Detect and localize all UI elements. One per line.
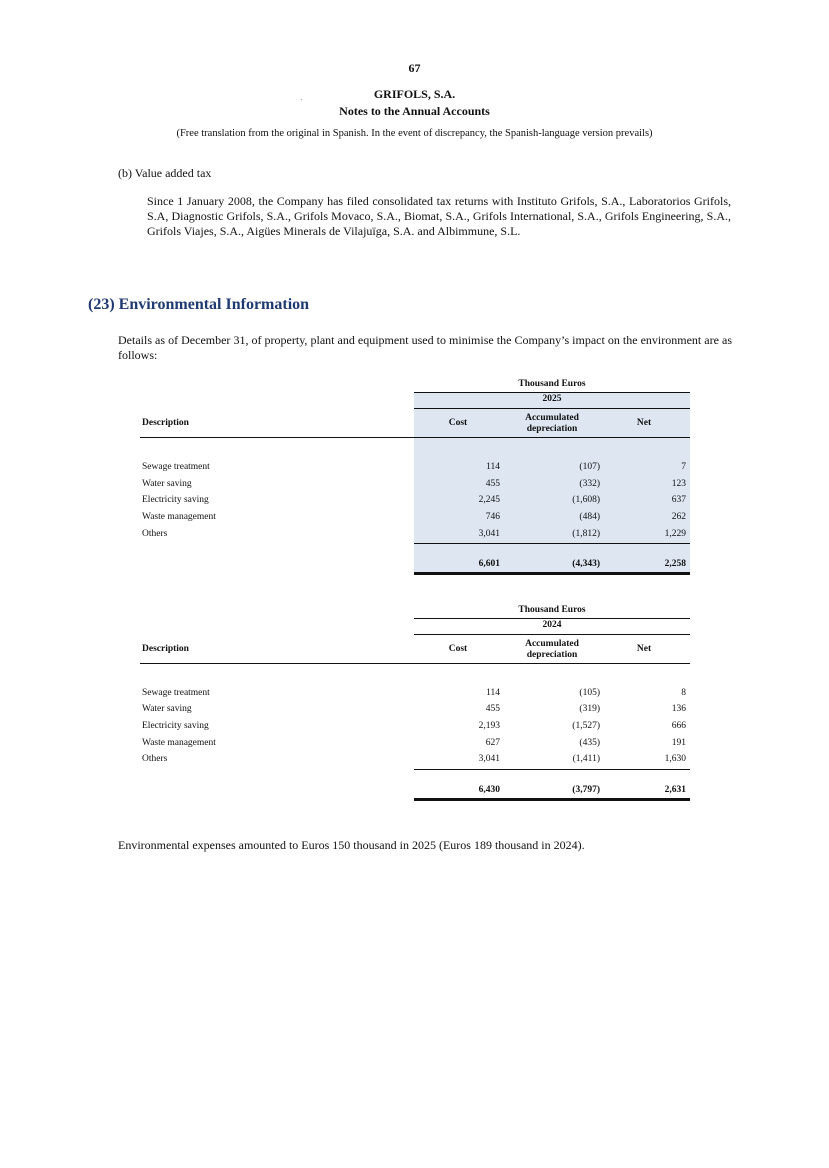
table-2024-unit: Thousand Euros xyxy=(518,605,586,615)
row-net: 666 xyxy=(671,721,686,731)
table-2024-divider xyxy=(414,618,690,619)
table-2025-divider xyxy=(414,392,690,393)
row-description: Electricity saving xyxy=(142,721,209,731)
row-net: 262 xyxy=(671,512,686,522)
total-cost: 6,430 xyxy=(478,785,500,795)
table-2025-divider xyxy=(414,408,690,409)
row-description: Sewage treatment xyxy=(142,462,210,472)
table-2025-col-accum-2: depreciation xyxy=(526,424,578,434)
row-description: Water saving xyxy=(142,704,192,714)
total-net: 2,631 xyxy=(664,785,686,795)
table-2024-divider xyxy=(140,663,690,664)
row-depreciation: (105) xyxy=(579,688,600,698)
total-depreciation: (3,797) xyxy=(572,785,600,795)
table-2025-col-description: Description xyxy=(142,418,189,428)
table-2024-total-line xyxy=(414,798,690,801)
row-cost: 114 xyxy=(486,462,500,472)
table-2024-col-cost: Cost xyxy=(448,644,468,654)
row-net: 1,630 xyxy=(664,754,686,764)
table-2024-year: 2024 xyxy=(542,620,562,630)
row-cost: 746 xyxy=(485,512,500,522)
table-2024-col-description: Description xyxy=(142,644,189,654)
table-2024-col-net: Net xyxy=(636,644,652,654)
section-intro: Details as of December 31, of property, plant and equipment used to minimise the Company’s impact on the environment are as follows: xyxy=(118,333,732,362)
row-description: Others xyxy=(142,754,168,764)
page-number: 67 xyxy=(408,61,421,75)
row-description: Waste management xyxy=(142,512,216,522)
total-cost: 6,601 xyxy=(478,559,500,569)
row-net: 136 xyxy=(671,704,686,714)
total-depreciation: (4,343) xyxy=(572,559,600,569)
row-depreciation: (1,411) xyxy=(572,754,600,764)
row-cost: 114 xyxy=(486,688,500,698)
row-description: Waste management xyxy=(142,738,216,748)
closing-paragraph: Environmental expenses amounted to Euros 150 thousand in 2025 (Euros 189 thousand in 2024). xyxy=(118,838,585,852)
row-description: Electricity saving xyxy=(142,495,209,505)
row-depreciation: (1,812) xyxy=(572,529,600,539)
company-name: GRIFOLS, S.A. xyxy=(373,87,456,101)
row-cost: 627 xyxy=(485,738,500,748)
table-2024-subtotal-line xyxy=(414,769,690,770)
row-depreciation: (107) xyxy=(579,462,600,472)
translation-note: (Free translation from the original in Spanish. In the event of discrepancy, the Spanish-language version prevails) xyxy=(176,128,653,139)
table-2024-col-accum-2: depreciation xyxy=(526,650,578,660)
vat-paragraph: Since 1 January 2008, the Company has filed consolidated tax returns with Instituto Grifols, S.A., Laboratorios Grifols, S.A, Diagnostic Grifols, S.A., Grifols Movaco, S.A., Biomat, S.A., Grifols International, S.A., Grifols Engineering, S.A., Grifols Viajes, S.A., Aigües Minerals de Vilajuïga, S.A. and Albimmune, S.L. xyxy=(147,194,731,238)
row-depreciation: (435) xyxy=(579,738,600,748)
row-depreciation: (332) xyxy=(579,479,600,489)
row-cost: 3,041 xyxy=(478,529,500,539)
table-2025-unit: Thousand Euros xyxy=(518,379,586,389)
table-2025-col-cost: Cost xyxy=(448,418,468,428)
row-cost: 2,193 xyxy=(478,721,500,731)
table-2025 xyxy=(140,376,690,576)
table-2024-divider xyxy=(414,634,690,635)
row-depreciation: (484) xyxy=(579,512,600,522)
table-2025-subtotal-line xyxy=(414,543,690,544)
row-description: Sewage treatment xyxy=(142,688,210,698)
row-depreciation: (1,608) xyxy=(572,495,600,505)
row-description: Water saving xyxy=(142,479,192,489)
document-subtitle: Notes to the Annual Accounts xyxy=(339,104,490,118)
row-net: 1,229 xyxy=(664,529,686,539)
row-net: 123 xyxy=(671,479,686,489)
row-net: 7 xyxy=(681,462,686,472)
table-2025-divider xyxy=(140,437,690,438)
table-2025-year: 2025 xyxy=(542,394,562,404)
row-cost: 455 xyxy=(485,704,500,714)
row-depreciation: (1,527) xyxy=(572,721,600,731)
row-description: Others xyxy=(142,529,168,539)
table-2025-col-accum-1: Accumulated xyxy=(525,413,579,423)
row-cost: 455 xyxy=(485,479,500,489)
decorative-dot: . xyxy=(301,96,303,102)
row-cost: 3,041 xyxy=(478,754,500,764)
row-depreciation: (319) xyxy=(579,704,600,714)
table-2025-col-net: Net xyxy=(636,418,652,428)
total-net: 2,258 xyxy=(664,559,686,569)
table-2025-total-line xyxy=(414,572,690,575)
table-2024-col-accum-1: Accumulated xyxy=(525,639,579,649)
row-net: 191 xyxy=(671,738,686,748)
section-title: (23) Environmental Information xyxy=(88,296,310,313)
vat-heading: (b) Value added tax xyxy=(118,166,212,180)
table-2024 xyxy=(140,602,690,802)
row-net: 637 xyxy=(671,495,686,505)
row-net: 8 xyxy=(681,688,686,698)
row-cost: 2,245 xyxy=(478,495,500,505)
